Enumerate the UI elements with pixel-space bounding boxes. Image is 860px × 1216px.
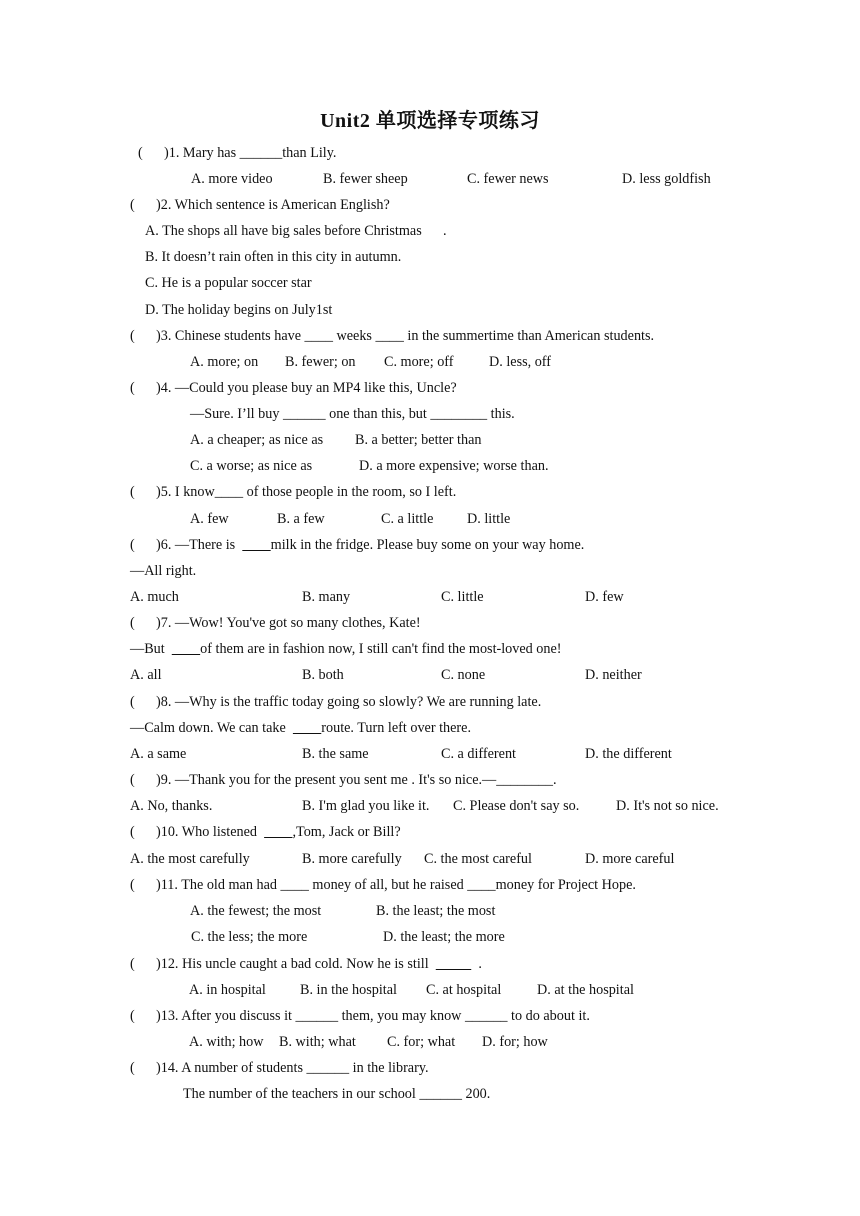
q7-text-a: —But xyxy=(130,641,172,657)
question-4: ( )4. —Could you please buy an MP4 like this, Uncle? xyxy=(130,380,457,396)
question-2: ( )2. Which sentence is American English? xyxy=(130,197,390,213)
q4-option-a: A. a cheaper; as nice as xyxy=(190,432,324,448)
question-8-reply xyxy=(130,718,471,738)
q11-option-a: A. the fewest; the most xyxy=(190,903,322,919)
q10-text-b: ,Tom, Jack or Bill? xyxy=(292,824,401,840)
q2-option-d: D. The holiday begins on July1st xyxy=(145,302,333,318)
question-9: ( )9. —Thank you for the present you sent me . It's so nice.—________. xyxy=(130,772,557,788)
q12-option-b: B. in the hospital xyxy=(300,982,397,998)
q12-option-a: A. in hospital xyxy=(189,982,266,998)
q7-option-b: B. both xyxy=(302,667,344,683)
q7-option-a: A. all xyxy=(130,667,162,683)
q8-option-b: B. the same xyxy=(302,746,369,762)
q5-option-d: D. little xyxy=(467,511,511,527)
question-14-second: The number of the teachers in our school ______ 200. xyxy=(183,1086,491,1102)
q9-option-b: B. I'm glad you like it. xyxy=(302,798,430,814)
question-10 xyxy=(130,822,401,842)
q6-text-b: milk in the fridge. Please buy some on your way home. xyxy=(270,537,585,553)
question-1: ( )1. Mary has ______than Lily. xyxy=(138,145,337,161)
question-6-reply: —All right. xyxy=(130,563,197,579)
q7-blank xyxy=(172,641,200,657)
q8-text-b: route. Turn left over there. xyxy=(321,720,472,736)
question-7-reply xyxy=(130,639,562,659)
q12-option-d: D. at the hospital xyxy=(537,982,634,998)
q1-option-c: C. fewer news xyxy=(467,171,549,187)
q12-option-c: C. at hospital xyxy=(426,982,502,998)
q10-option-a: A. the most carefully xyxy=(130,851,250,867)
q12-text-b: . xyxy=(471,956,482,972)
q6-option-d: D. few xyxy=(585,589,624,605)
q10-option-c: C. the most careful xyxy=(424,851,532,867)
q6-blank xyxy=(242,537,270,553)
q8-option-c: C. a different xyxy=(441,746,516,762)
q7-option-d: D. neither xyxy=(585,667,642,683)
page-title: Unit2 单项选择专项练习 xyxy=(320,110,540,132)
q4-option-d: D. a more expensive; worse than. xyxy=(359,458,549,474)
question-6 xyxy=(130,535,584,555)
q6-option-c: C. little xyxy=(441,589,484,605)
q5-option-a: A. few xyxy=(190,511,229,527)
q4-option-b: B. a better; better than xyxy=(355,432,482,448)
q2-option-a: A. The shops all have big sales before Christmas . xyxy=(145,223,447,239)
question-13: ( )13. After you discuss it ______ them, you may know ______ to do about it. xyxy=(130,1008,590,1024)
q3-option-d: D. less, off xyxy=(489,354,552,370)
question-4-reply: —Sure. I’ll buy ______ one than this, but ________ this. xyxy=(190,406,515,422)
question-8: ( )8. —Why is the traffic today going so slowly? We are running late. xyxy=(130,694,542,710)
q11-option-c: C. the less; the more xyxy=(191,929,308,945)
q10-text-a: ( )10. Who listened xyxy=(130,824,265,840)
q1-option-d: D. less goldfish xyxy=(622,171,711,187)
q8-text-a: —Calm down. We can take xyxy=(130,720,293,736)
question-3: ( )3. Chinese students have ____ weeks ____ in the summertime than American students. xyxy=(130,328,655,344)
q13-option-a: A. with; how xyxy=(189,1034,264,1050)
q2-option-b: B. It doesn’t rain often in this city in autumn. xyxy=(145,249,402,265)
q9-option-d: D. It's not so nice. xyxy=(616,798,719,814)
q5-option-c: C. a little xyxy=(381,511,434,527)
q12-blank xyxy=(436,956,471,972)
q10-option-d: D. more careful xyxy=(585,851,675,867)
q3-option-b: B. fewer; on xyxy=(285,354,356,370)
q3-option-a: A. more; on xyxy=(190,354,259,370)
q2-option-c: C. He is a popular soccer star xyxy=(145,275,312,291)
q9-option-a: A. No, thanks. xyxy=(130,798,213,814)
q6-option-b: B. many xyxy=(302,589,351,605)
q10-blank xyxy=(264,824,292,840)
q11-option-b: B. the least; the most xyxy=(376,903,496,919)
q6-text-a: ( )6. —There is xyxy=(130,537,243,553)
q13-option-b: B. with; what xyxy=(279,1034,356,1050)
q5-option-b: B. a few xyxy=(277,511,325,527)
q8-blank xyxy=(293,720,321,736)
question-12 xyxy=(130,954,482,974)
q1-option-a: A. more video xyxy=(191,171,273,187)
q6-option-a: A. much xyxy=(130,589,179,605)
q8-option-a: A. a same xyxy=(130,746,187,762)
q12-text-a: ( )12. His uncle caught a bad cold. Now he is still xyxy=(130,956,436,972)
question-5: ( )5. I know____ of those people in the room, so I left. xyxy=(130,484,457,500)
q4-option-c: C. a worse; as nice as xyxy=(190,458,313,474)
q9-option-c: C. Please don't say so. xyxy=(453,798,580,814)
question-7: ( )7. —Wow! You've got so many clothes, Kate! xyxy=(130,615,421,631)
q7-text-b: of them are in fashion now, I still can't find the most-loved one! xyxy=(200,641,562,657)
q10-option-b: B. more carefully xyxy=(302,851,402,867)
q13-option-d: D. for; how xyxy=(482,1034,548,1050)
q13-option-c: C. for; what xyxy=(387,1034,456,1050)
question-11: ( )11. The old man had ____ money of all, but he raised ____money for Project Hope. xyxy=(130,877,636,893)
q8-option-d: D. the different xyxy=(585,746,672,762)
q7-option-c: C. none xyxy=(441,667,486,683)
q3-option-c: C. more; off xyxy=(384,354,454,370)
q1-option-b: B. fewer sheep xyxy=(323,171,408,187)
q11-option-d: D. the least; the more xyxy=(383,929,505,945)
question-14: ( )14. A number of students ______ in the library. xyxy=(130,1060,429,1076)
